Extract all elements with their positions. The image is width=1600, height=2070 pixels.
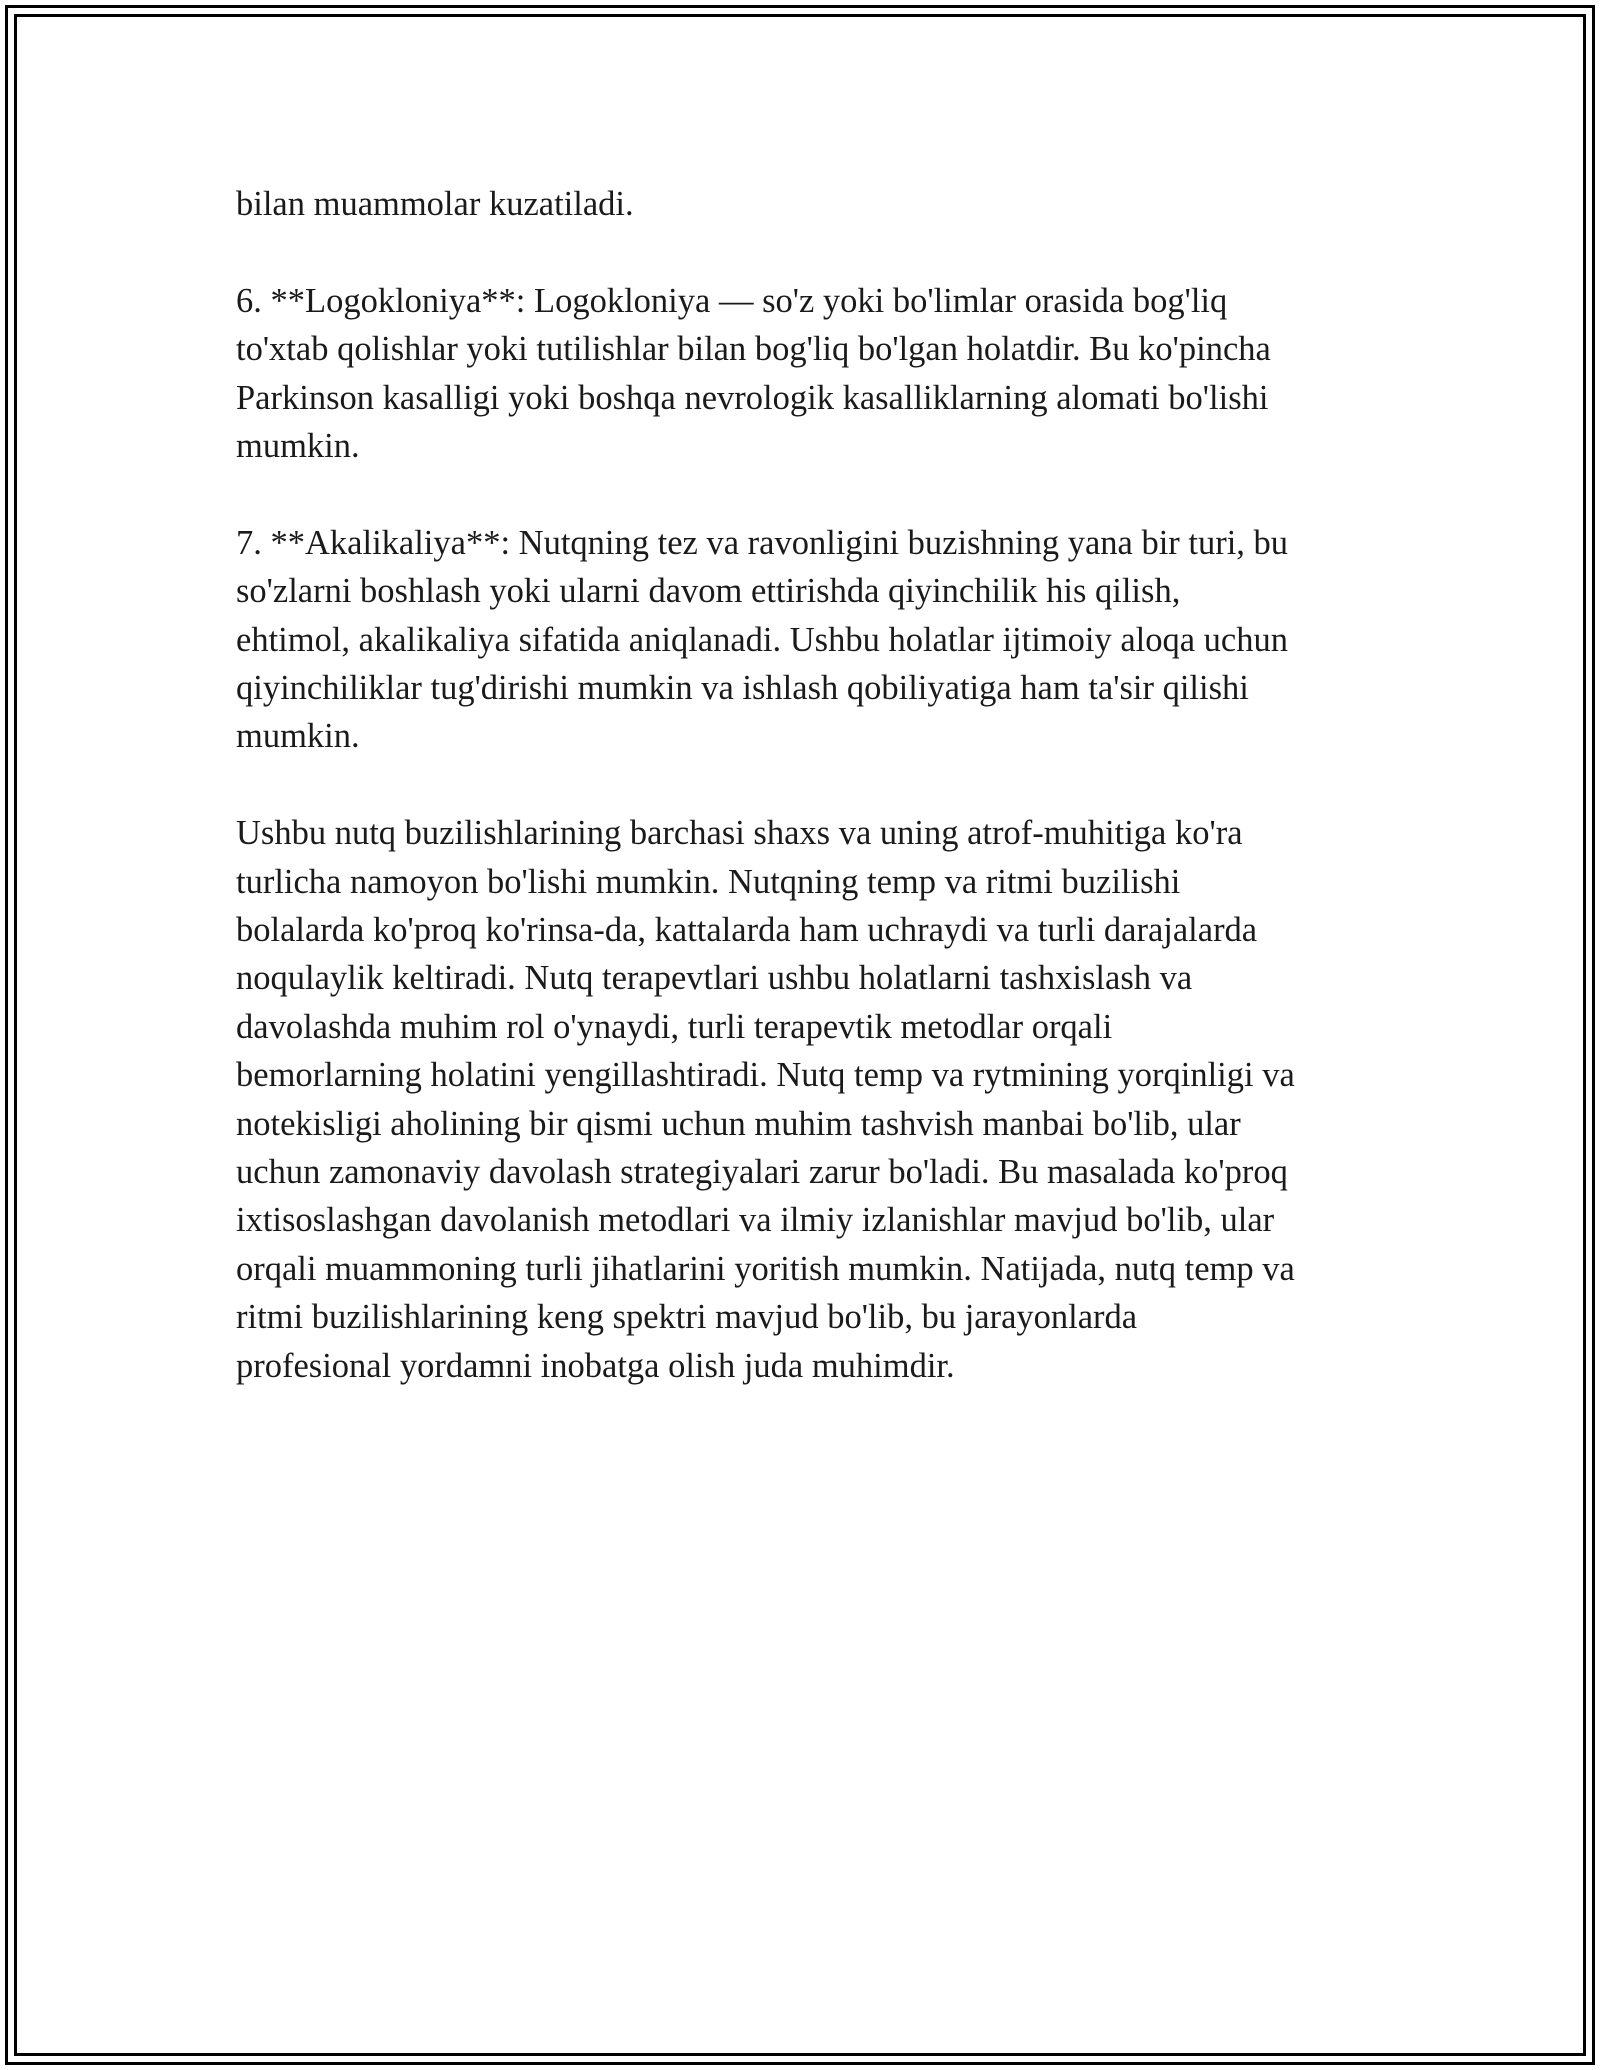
document-body (236, 180, 1396, 1439)
paragraph-logokloniya: 6. **Logokloniya**: Logokloniya — so'z yoki bo'limlar orasida bog'liq to'xtab qolishlar yoki tutilishlar bilan bog'liq bo'lgan holatdir. Bu ko'pincha Parkinson kasalligi yoki boshqa nevrologik kasalliklarning alomati bo'lishi mumkin. (236, 281, 1271, 466)
paragraph-conclusion: Ushbu nutq buzilishlarining barchasi shaxs va uning atrof-muhitiga ko'ra turlicha namoyon bo'lishi mumkin. Nutqning temp va ritmi buzilishi bolalarda ko'proq ko'rinsa-da, kattalarda ham uchraydi va turli darajalarda noqulaylik keltiradi. Nutq terapevtlari ushbu holatlarni tashxislash va davolashda muhim rol o'ynaydi, turli terapevtik metodlar orqali bemorlarning holatini yengillashtiradi. Nutq temp va rytmining yorqinligi va notekisligi aholining bir qismi uchun muhim tashvish manbai bo'lib, ular uchun zamonaviy davolash strategiyalari zarur bo'ladi. Bu masalada ko'proq ixtisoslashgan davolanish metodlari va ilmiy izlanishlar mavjud bo'lib, ular orqali muammoning turli jihatlarini yoritish mumkin. Natijada, nutq temp va ritmi buzilishlarining keng spektri mavjud bo'lib, bu jarayonlarda profesional yordamni inobatga olish juda muhimdir. (236, 814, 1295, 1385)
paragraph-akalikaliya: 7. **Akalikaliya**: Nutqning tez va ravonligini buzishning yana bir turi, bu so'zlarni boshlash yoki ularni davom ettirishda qiyinchilik his qilish, ehtimol, akalikaliya sifatida aniqlanadi. Ushbu holatlar ijtimoiy aloqa uchun qiyinchiliklar tug'dirishi mumkin va ishlash qobiliyatiga ham ta'sir qilishi mumkin. (236, 523, 1289, 756)
paragraph-continuation: bilan muammolar kuzatiladi. (236, 185, 634, 223)
